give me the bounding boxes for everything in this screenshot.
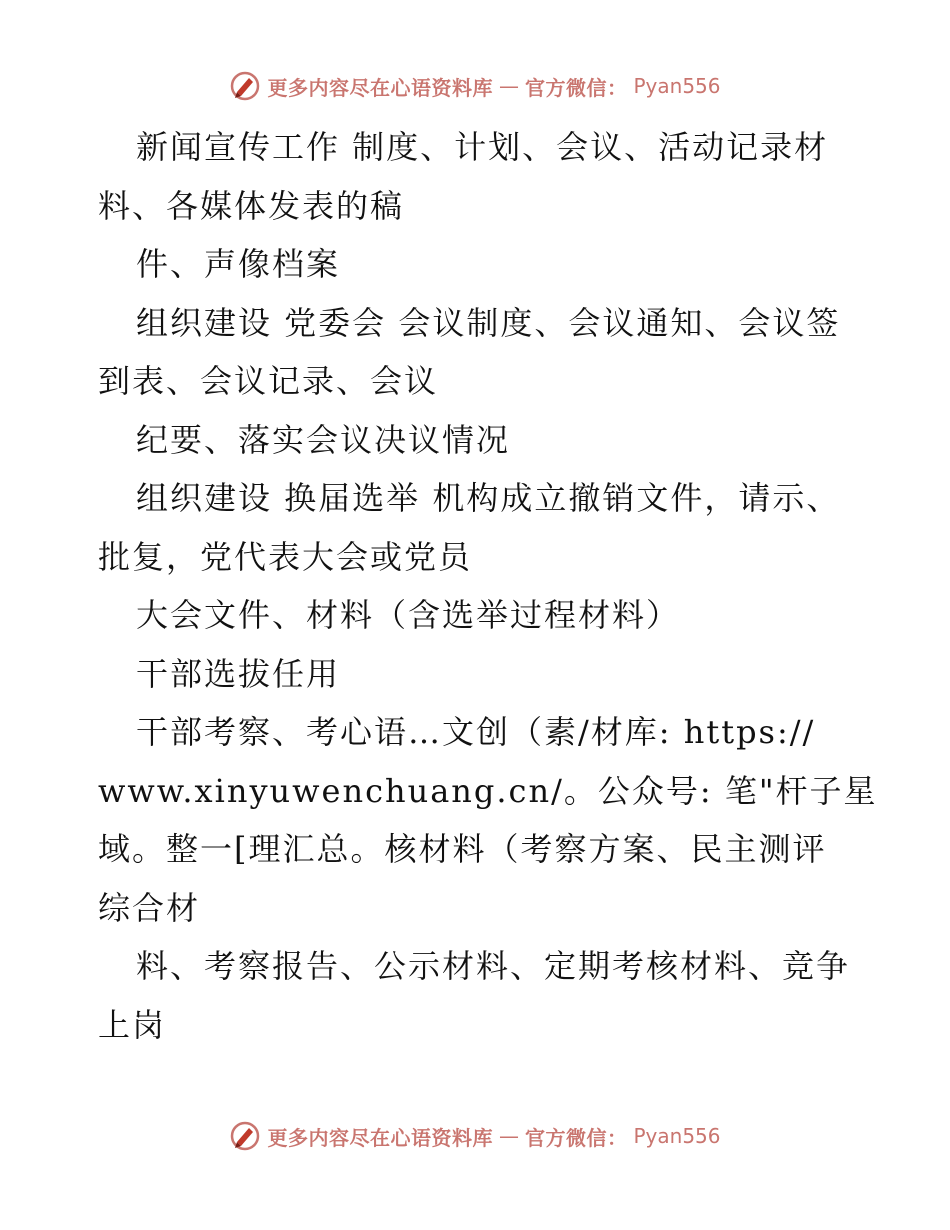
text-line: 件、声像档案 [136, 245, 341, 283]
watermark-title: 更多内容尽在心语资料库 [267, 1125, 493, 1150]
text-line: 组织建设 换届选举 机构成立撤销文件，请示、 [136, 479, 841, 517]
text-line: www.xinyuwenchuang.cn/。公众号: 笔"杆子星 [98, 771, 878, 810]
text-line: 料、考察报告、公示材料、定期考核材料、竞争 [136, 947, 851, 985]
watermark-official: 官方微信： [524, 75, 628, 100]
text-line: 纪要、落实会议决议情况 [136, 420, 511, 459]
footer-watermark [0, 1120, 950, 1152]
text-line: 上岗 [98, 1005, 167, 1044]
text-line: 干部考察、考心语…文创（素/材库: https:// [136, 713, 816, 751]
watermark-id: Pyan556 [633, 74, 721, 98]
header-watermark [0, 70, 950, 102]
watermark-dash: — [498, 74, 519, 98]
watermark-dash: — [498, 1124, 519, 1148]
document-body [98, 118, 878, 1054]
logo-icon [229, 70, 261, 102]
text-line: 干部选拔任用 [136, 654, 341, 693]
text-line: 域。整一[理汇总。核材料（考察方案、民主测评 [98, 830, 827, 868]
text-line: 新闻宣传工作 制度、计划、会议、活动记录材 [136, 128, 829, 166]
text-line: 组织建设 党委会 会议制度、会议通知、会议签 [136, 303, 841, 342]
watermark-title: 更多内容尽在心语资料库 [267, 75, 493, 100]
text-line: 大会文件、材料（含选举过程材料） [136, 596, 681, 634]
watermark-id: Pyan556 [633, 1124, 721, 1148]
text-line: 到表、会议记录、会议 [98, 362, 439, 400]
text-line: 料、各媒体发表的稿 [98, 186, 405, 225]
logo-icon [229, 1120, 261, 1152]
text-line: 综合材 [98, 888, 201, 927]
watermark-official: 官方微信： [524, 1125, 628, 1150]
text-line: 批复，党代表大会或党员 [98, 537, 473, 576]
